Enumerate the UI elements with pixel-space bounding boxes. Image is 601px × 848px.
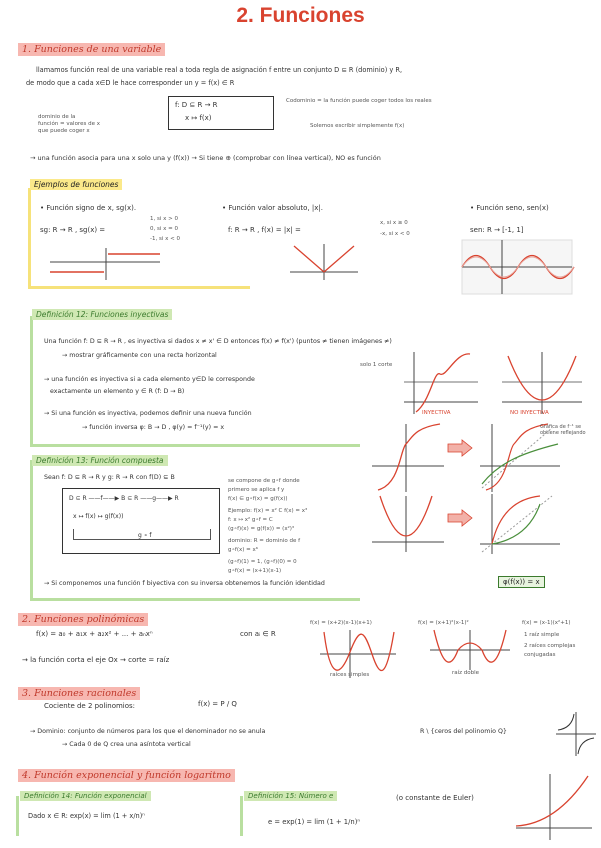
- def15-heading: Definición 15: Número e: [244, 792, 337, 800]
- sin-def: sen: R → [-1, 1]: [470, 226, 524, 234]
- def12-bar-bottom: [30, 444, 360, 447]
- def14-bar: [16, 796, 19, 836]
- note-left-3: que puede coger x: [38, 128, 90, 134]
- note-left-1: dominio de la: [38, 114, 76, 120]
- note-right-1: Codominio = la función puede coger todos los reales: [286, 98, 432, 104]
- label-non-injective: NO INYECTIVA: [510, 410, 549, 416]
- def15-bar: [240, 796, 243, 836]
- poly-graph3-sub3: conjugadas: [524, 652, 556, 658]
- def12-heading: Definición 12: Funciones inyectivas: [32, 310, 172, 319]
- box-bottom: g ∘ f: [138, 532, 152, 539]
- note-4: f: x ↦ x² g∘f = C: [228, 517, 273, 523]
- note-5: (g∘f)(x) = g(f(x)) = (x²)³: [228, 526, 295, 532]
- def13-conclusion: → Si componemos una función f biyectiva con su inversa obtenemos la función identidad: [44, 580, 325, 587]
- page-title: 2. Funciones: [236, 4, 365, 27]
- sec1-def-line2: de modo que a cada x∈D le hace corresponder un y = f(x) ∈ R: [26, 79, 235, 87]
- sec1-def-line1: llamamos función real de una variable real a toda regla de asignación f entre un conjunto D ⊆ R (dominio) y R,: [36, 66, 403, 74]
- def13-bar: [30, 460, 33, 600]
- injective-graph: [400, 352, 480, 414]
- poly-graph-2: [430, 630, 510, 670]
- def14-heading: Definición 14: Función exponencial: [20, 792, 151, 800]
- def12-line4: exactamente un elemento y ∈ R (f: D → B): [50, 388, 185, 395]
- label-injective: INYECTIVA: [422, 410, 451, 416]
- note-1: primero se aplica f y: [228, 487, 285, 493]
- poly-graph3-sub1: 1 raíz simple: [524, 632, 560, 638]
- note-0: se compone de g∘f donde: [228, 478, 300, 484]
- note-6: dominio: R = dominio de f: [228, 538, 301, 544]
- note-7: g∘f(x) = x⁶: [228, 547, 258, 553]
- def12-line5: → Si una función es inyectiva, podemos definir una nueva función: [44, 410, 252, 417]
- def15-line: e = exp(1) = lim (1 + 1/n)ⁿ: [268, 818, 361, 826]
- note-9: g∘f(x) = (x+1)(x-1): [228, 568, 282, 574]
- poly-graph2-label: f(x) = (x+1)²(x-1)²: [418, 620, 469, 626]
- def13-line1: Sean f: D ⊆ R → R y g: R → R con f(D) ⊆ B: [44, 474, 175, 481]
- def12-line2: → mostrar gráficamente con una recta horizontal: [62, 352, 217, 359]
- parabola-graph-2: [478, 494, 562, 554]
- examples-bar: [28, 188, 31, 288]
- def12-bar: [30, 316, 33, 446]
- rational-line2: → Dominio: conjunto de números para los que el denominador no se anula: [30, 728, 266, 735]
- box-top: D ⊆ R ——f——▶ B ⊆ R ——g——▶ R: [69, 495, 179, 502]
- sign-case-1: 1, si x > 0: [150, 216, 178, 222]
- def12-line6: → función inversa φ: B → D , φ(y) = f⁻¹(y) = x: [82, 424, 225, 431]
- abs-def: f: R → R , f(x) = |x| =: [228, 226, 301, 234]
- note-3: Ejemplo: f(x) = x² C f(x) = x³: [228, 508, 308, 514]
- sin-graph: [462, 240, 574, 296]
- non-injective-graph: [500, 352, 584, 414]
- poly-graph1-sub: raíces simples: [330, 672, 370, 678]
- note-2: f(x) ∈ g∘f(x) = g(f(x)): [228, 496, 288, 502]
- rational-line3: → Cada 0 de Q crea una asíntota vertical: [62, 741, 191, 748]
- abs-title: • Función valor absoluto, |x|.: [222, 204, 323, 212]
- poly-graph3-sub2: 2 raíces complejas: [524, 643, 576, 649]
- note-left-2: función = valores de x: [38, 121, 100, 127]
- def12-line3: → una función es inyectiva si a cada elemento y∈D le corresponde: [44, 376, 255, 383]
- abs-case-2: -x, si x < 0: [380, 231, 410, 237]
- composition-box: [62, 488, 220, 554]
- section-4-heading: 4. Función exponencial y función logaritmo: [18, 770, 235, 781]
- note-8: (g∘f)(1) = 1, (g∘f)(0) = 0: [228, 559, 297, 565]
- section-3-heading: 3. Funciones racionales: [18, 688, 140, 699]
- identity-box: φ(f(x)) = x: [498, 576, 545, 588]
- box-map: x ↦ f(x): [185, 114, 212, 122]
- sin-title: • Función seno, sen(x): [470, 204, 549, 212]
- def12-line1: Una función f: D ⊆ R → R , es inyectiva si dados x ≠ x' ∈ D entonces f(x) ≠ f(x') (puntos ≠ tienen imágenes ≠): [44, 338, 392, 345]
- box-mid: x ↦ f(x) ↦ g(f(x)): [73, 513, 124, 520]
- abs-graph: [290, 244, 360, 280]
- poly-graph-1: [320, 630, 396, 678]
- sign-case-3: -1, si x < 0: [150, 236, 180, 242]
- rational-graph: [556, 712, 596, 756]
- def13-heading: Definición 13: Función compuesta: [32, 456, 168, 465]
- sign-def: sg: R → R , sg(x) =: [40, 226, 106, 234]
- rational-line2b: R \ {ceros del polinomio Q}: [420, 728, 507, 735]
- def15-note: (o constante de Euler): [396, 794, 474, 802]
- sign-graph: [50, 248, 170, 282]
- examples-bar-bottom: [28, 286, 250, 289]
- domain-mapping-box: [168, 96, 274, 130]
- poly-formula: f(x) = a₀ + a₁x + a₂x² + ... + aₙxⁿ: [36, 630, 153, 638]
- poly-line2: → la función corta el eje Ox → corte = raíz: [22, 656, 170, 664]
- examples-heading: Ejemplos de funciones: [30, 180, 122, 189]
- arrow-right-1: [446, 440, 474, 456]
- note-right-2: Solemos escribir simplemente f(x): [310, 123, 405, 129]
- inverse-side-note: Gráfica de f⁻¹ se obtiene reflejando: [540, 424, 586, 436]
- section-1-heading: 1. Funciones de una variable: [18, 44, 165, 55]
- box-f: f: D ⊆ R → R: [175, 101, 218, 109]
- def13-bar-bottom: [30, 598, 360, 601]
- poly-graph1-label: f(x) = (x+2)(x-1)(x+1): [310, 620, 372, 626]
- sec1-line3: → una función asocia para una x solo una y (f(x)) → Si tiene ⊕ (comprobar con línea vertical), NO es función: [30, 154, 381, 162]
- rational-formula: f(x) = P / Q: [198, 700, 237, 708]
- sign-case-2: 0, si x = 0: [150, 226, 178, 232]
- parabola-graph-1: [370, 496, 446, 552]
- inverse-graph-1: [370, 424, 446, 492]
- sign-title: • Función signo de x, sg(x).: [40, 204, 137, 212]
- rational-line1: Cociente de 2 polinomios:: [44, 702, 136, 710]
- def12-line2b: solo 1 corte: [360, 362, 393, 368]
- arrow-right-2: [446, 510, 474, 526]
- poly-graph3-label: f(x) = (x-1)(x²+1): [522, 620, 571, 626]
- poly-graph2-sub: raíz doble: [452, 670, 480, 676]
- def14-line: Dado x ∈ R: exp(x) = lim (1 + x/n)ⁿ: [28, 812, 145, 820]
- poly-coef: con aᵢ ∈ R: [240, 630, 276, 638]
- section-2-heading: 2. Funciones polinómicas: [18, 614, 148, 625]
- abs-case-1: x, si x ≥ 0: [380, 220, 408, 226]
- exp-graph: [516, 774, 592, 840]
